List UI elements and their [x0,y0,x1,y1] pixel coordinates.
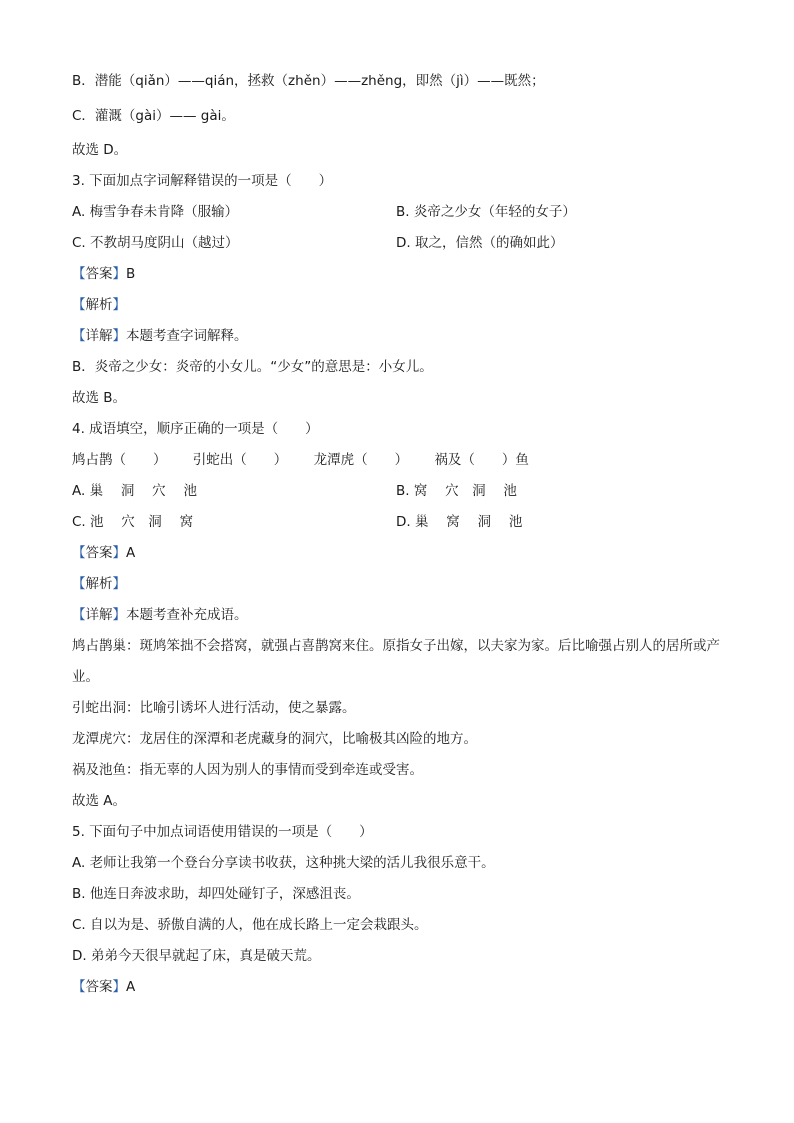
question-5: 5. 下面句子中加点词语使用错误的一项是（ ） [72,824,373,840]
question-4-options-row-1 [72,476,732,507]
detail-line [72,600,732,631]
answer-value: A [126,979,136,995]
answer-tag: 【答案】 [72,266,126,282]
idiom-blanks [72,445,732,476]
option-c: C. 池 穴 洞 窝 [72,514,194,530]
question-4: 4. 成语填空，顺序正确的一项是（ ） [72,421,319,437]
option-b: B. 窝 穴 洞 池 [396,483,517,499]
option-c: C. 自以为是、骄傲自满的人，他在成长路上一定会栽跟头。 [72,917,428,933]
conclusion-text: 故选 D。 [72,142,128,158]
answer-line [72,259,732,290]
detail-text: 本题考查补充成语。 [126,607,248,623]
analysis-tag: 【解析】 [72,576,126,592]
idiom-explanation-3: 龙潭虎穴：龙居住的深潭和老虎藏身的洞穴，比喻极其凶险的地方。 [72,731,477,747]
question-3: 3. 下面加点字词解释错误的一项是（ ） [72,173,333,189]
answer-line [72,972,732,1003]
answer-line [72,538,732,569]
option-b: B. 他连日奔波求助，却四处碰钉子，深感沮丧。 [72,886,360,902]
question-3-options-row-2 [72,228,732,259]
idiom-blank-3: 龙潭虎（ ） [313,452,409,468]
option-a: A. 老师让我第一个登台分享读书收获，这种挑大梁的活儿我很乐意干。 [72,855,495,871]
detail-tag: 【详解】 [72,328,126,344]
idiom-blank-2: 引蛇出（ ） [192,452,288,468]
idiom-explanation-1: 鸠占鹊巢：斑鸠笨拙不会搭窝，就强占喜鹊窝来住。原指女子出嫁，以夫家为家。后比喻强占别人的居所或产业。 [72,638,720,685]
option-b: B. 炎帝之少女（年轻的女子） [396,204,576,220]
idiom-blank-4: 祸及（ ）鱼 [434,452,529,468]
option-d: D. 巢 窝 洞 池 [396,514,523,530]
detail-text: 本题考查字词解释。 [126,328,248,344]
option-a: A. 梅雪争春未肯降（服输） [72,204,239,220]
answer-tag: 【答案】 [72,545,126,561]
conclusion-text: 故选 B。 [72,390,127,406]
question-3-options-row-1 [72,197,732,228]
document-page [72,66,732,1003]
conclusion-text: 故选 A。 [72,793,127,809]
question-4-options-row-2 [72,507,732,538]
detail-tag: 【详解】 [72,607,126,623]
answer-tag: 【答案】 [72,979,126,995]
option-b-text: B．潜能（qiǎn）——qián，拯救（zhěn）——zhěng，即然（jì）——既然； [72,73,545,89]
option-d: D. 取之，信然（的确如此） [396,235,564,251]
analysis-tag: 【解析】 [72,297,126,313]
analysis-line [72,569,732,600]
option-d: D. 弟弟今天很早就起了床，真是破天荒。 [72,948,321,964]
detail-line [72,321,732,352]
idiom-explanation-2: 引蛇出洞：比喻引诱坏人进行活动，使之暴露。 [72,700,356,716]
answer-value: A [126,545,136,561]
option-c: C. 不教胡马度阴山（越过） [72,235,239,251]
option-c-text: C．灌溉（gài）—— gài。 [72,108,235,124]
answer-value: B [126,266,136,282]
analysis-line [72,290,732,321]
explanation-text: B．炎帝之少女：炎帝的小女儿。“少女”的意思是：小女儿。 [72,359,433,375]
option-a: A. 巢 洞 穴 池 [72,483,197,499]
idiom-blank-1: 鸠占鹊（ ） [72,452,167,468]
idiom-explanation-4: 祸及池鱼：指无辜的人因为别人的事情而受到牵连或受害。 [72,762,423,778]
